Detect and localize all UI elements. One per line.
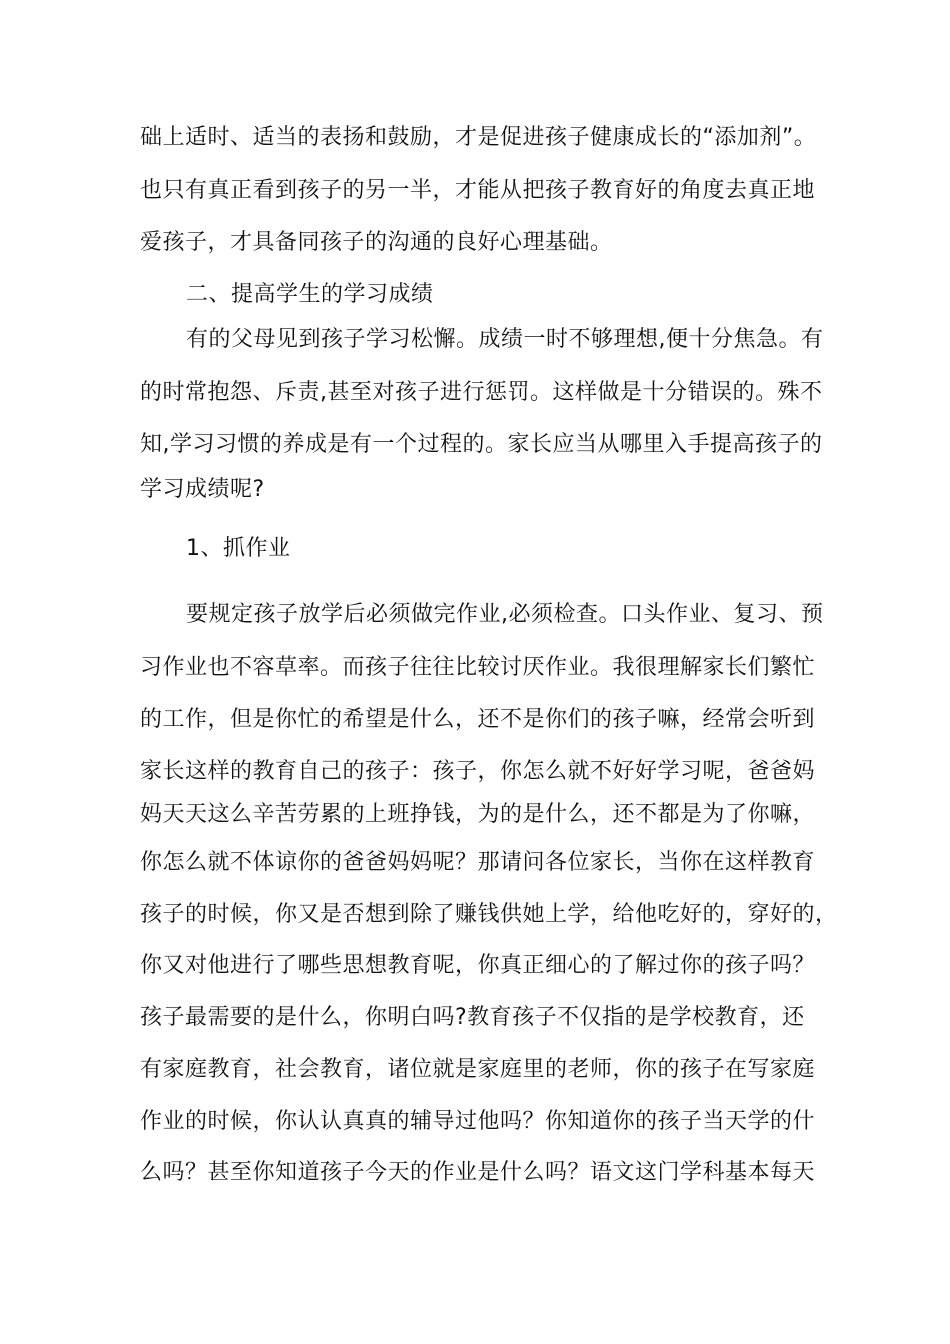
paragraph-line: 你又对他进行了哪些思想教育呢，你真正细心的了解过你的孩子吗？ bbox=[140, 953, 816, 978]
subsection-heading: 1、抓作业 bbox=[186, 536, 291, 561]
paragraph-line: 的时常抱怨、斥责,甚至对孩子进行惩罚。这样做是十分错误的。殊不 bbox=[140, 380, 823, 405]
paragraph-line: 妈天天这么辛苦劳累的上班挣钱，为的是什么，还不都是为了你嘛， bbox=[140, 802, 816, 827]
paragraph-line: 孩子的时候，你又是否想到除了赚钱供她上学，给他吃好的，穿好的， bbox=[140, 902, 838, 927]
paragraph-line: 也只有真正看到孩子的另一半，才能从把孩子教育好的角度去真正地 bbox=[140, 178, 816, 203]
paragraph-line: 家长这样的教育自己的孩子：孩子，你怎么就不好好学习呢，爸爸妈 bbox=[140, 759, 816, 784]
paragraph-line: 知,学习习惯的养成是有一个过程的。家长应当从哪里入手提高孩子的 bbox=[140, 432, 823, 457]
paragraph-line: 孩子最需要的是什么，你明白吗?教育孩子不仅指的是学校教育，还 bbox=[140, 1005, 805, 1030]
paragraph-line: 有的父母见到孩子学习松懈。成绩一时不够理想,便十分焦急。有 bbox=[186, 327, 824, 352]
paragraph-line: 要规定孩子放学后必须做完作业,必须检查。口头作业、复习、预 bbox=[186, 602, 824, 627]
section-heading: 二、提高学生的学习成绩 bbox=[186, 282, 434, 307]
paragraph-line: 作业的时候，你认认真真的辅导过他吗？你知道你的孩子当天学的什 bbox=[140, 1109, 816, 1134]
paragraph-line: 有家庭教育，社会教育，诸位就是家庭里的老师，你的孩子在写家庭 bbox=[140, 1057, 816, 1082]
paragraph-line: 么吗？甚至你知道孩子今天的作业是什么吗？语文这门学科基本每天 bbox=[140, 1160, 816, 1185]
paragraph-line: 础上适时、适当的表扬和鼓励，才是促进孩子健康成长的“添加剂”。 bbox=[140, 125, 817, 150]
paragraph-line: 学习成绩呢? bbox=[140, 477, 265, 502]
paragraph-line: 的工作，但是你忙的希望是什么，还不是你们的孩子嘛，经常会听到 bbox=[140, 707, 816, 732]
paragraph-line: 你怎么就不体谅你的爸爸妈妈呢？那请问各位家长，当你在这样教育 bbox=[140, 850, 816, 875]
paragraph-line: 习作业也不容草率。而孩子往往比较讨厌作业。我很理解家长们繁忙 bbox=[140, 655, 816, 680]
paragraph-line: 爱孩子，才具备同孩子的沟通的良好心理基础。 bbox=[140, 230, 613, 255]
